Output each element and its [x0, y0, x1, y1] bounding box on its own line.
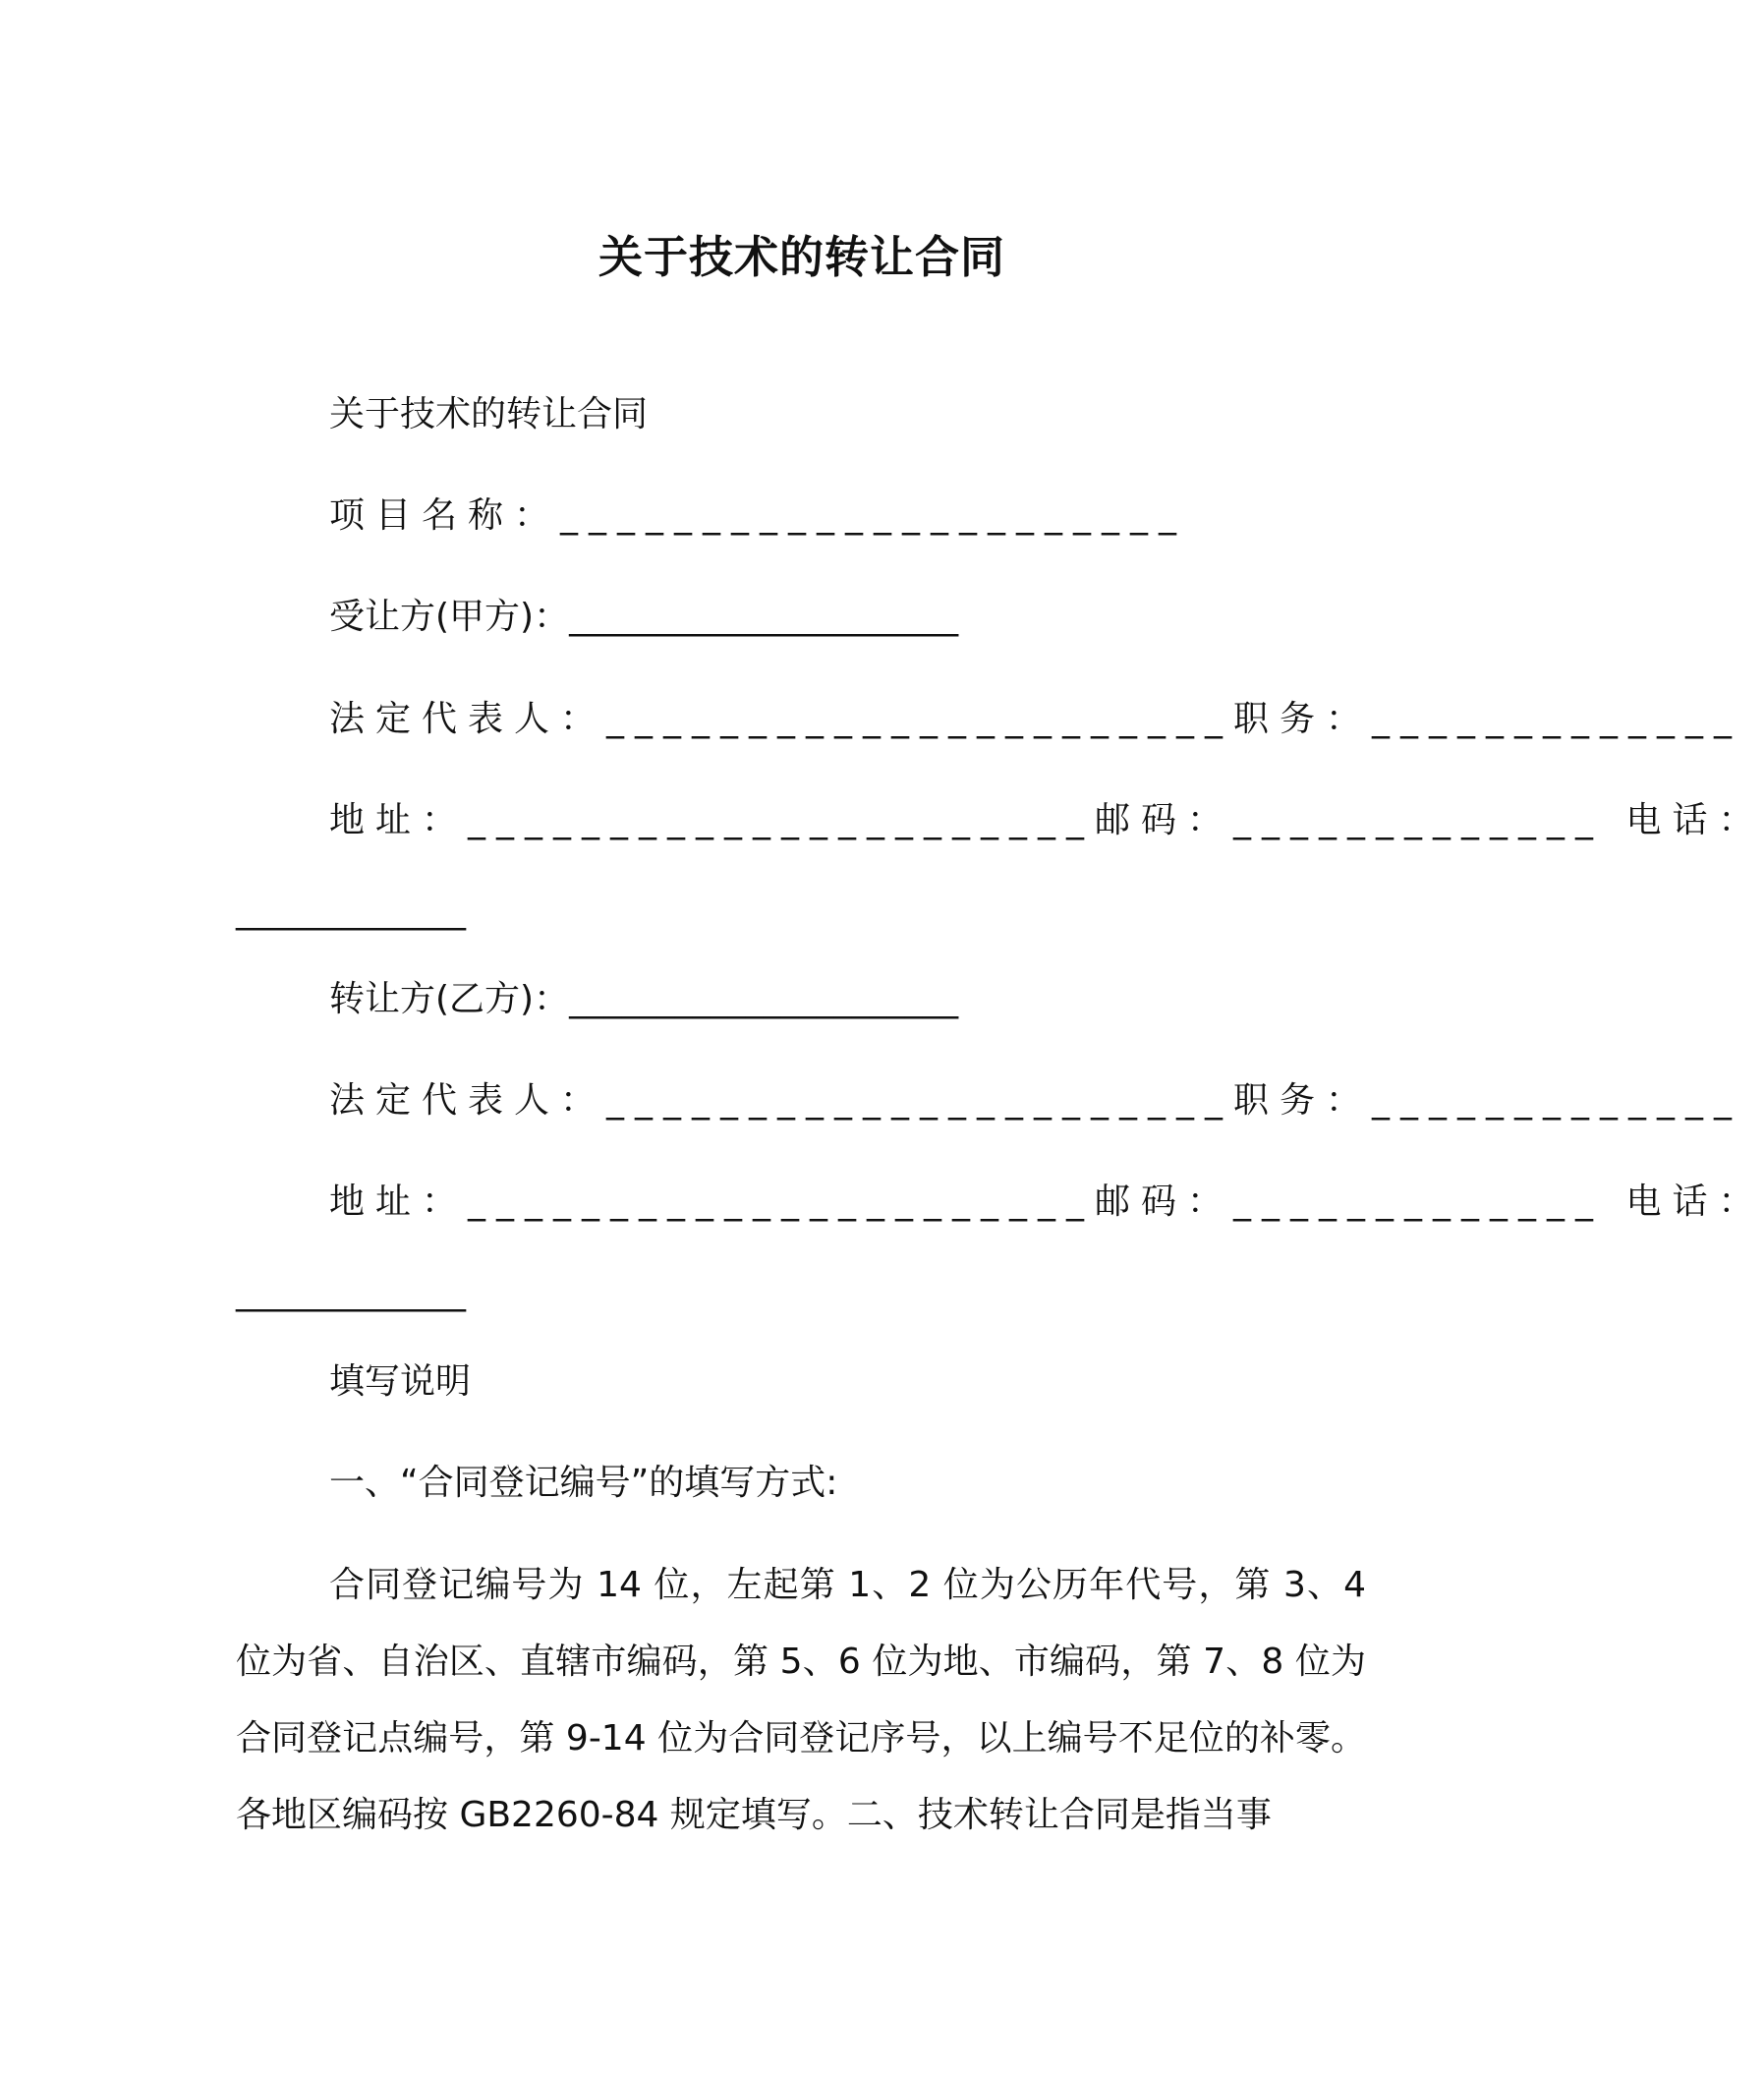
document-subtitle: 关于技术的转让合同 — [329, 394, 649, 434]
party-a-rep-line: 法定代表人：______________________职务：_____________ — [329, 699, 1743, 739]
party-a-header: 受让方(甲方)：______________________ — [329, 597, 959, 637]
section-1-heading: 一、“合同登记编号”的填写方式: — [329, 1463, 838, 1503]
section-1-body: 合同登记编号为 14 位，左起第 1、2 位为公历年代号，第 3、4 位为省、自治区、直辖市编码，第 5、6 位为地、市编码，第 7、8 位为合同登记点编号，第 9-14 位为合同登记序号，以上编号不足位的补零。各地区编码按 GB2260-84 规定填写。二、技术转让合同是指当事 — [236, 1565, 1366, 1835]
party-b-address — [329, 1181, 1764, 1224]
party-b-address-line: 地址：______________________邮码：_____________ 电话： — [329, 1182, 1764, 1222]
party-b-phone-blank: _____________ — [236, 1272, 466, 1312]
party-b-header: 转让方(乙方)：______________________ — [329, 979, 959, 1019]
document-title: 关于技术的转让合同 — [597, 231, 1005, 283]
party-a-address-line: 地址：______________________邮码：_____________ 电话： — [329, 800, 1764, 840]
project-name-line: 项目名称：______________________ — [329, 495, 1188, 536]
party-a-phone-blank: _____________ — [236, 891, 466, 931]
party-b-rep-line: 法定代表人：______________________职务：_____________ — [329, 1080, 1743, 1121]
project-name-field — [329, 494, 1187, 538]
party-a-representative — [329, 698, 1742, 741]
party-b-representative — [329, 1079, 1742, 1123]
party-a-address — [329, 799, 1764, 842]
instructions-heading: 填写说明 — [329, 1361, 472, 1402]
